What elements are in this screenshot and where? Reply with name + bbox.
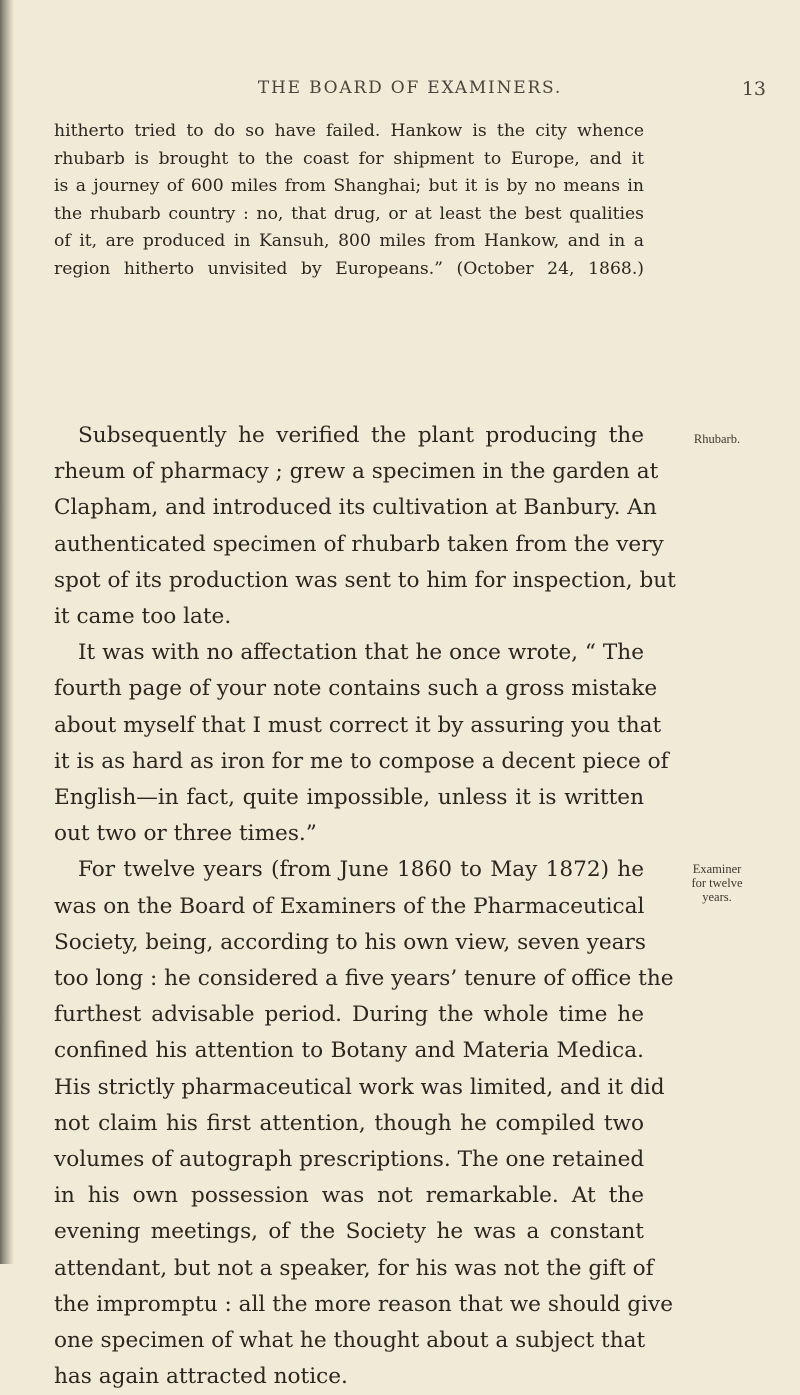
text-line: evening meetings, of the Society he was a constant [54,1219,644,1245]
text-line: out two or three times.” [54,821,317,847]
body-text [54,418,676,1395]
text-line: too long : he considered a five years’ tenure of office the [54,966,674,992]
quote-line: is a journey of 600 miles from Shanghai; but it is by no means in [54,176,644,196]
margin-note-examiner [662,862,772,904]
text-line: furthest advisable period. During the whole time he [54,1002,644,1028]
text-line: about myself that I must correct it by assuring you that [54,712,662,738]
text-line: English—in fact, quite impossible, unless it is written [54,785,644,811]
margin-note-line: Examiner [692,862,742,876]
text-line: has again attracted notice. [54,1364,348,1390]
quote-line: region hitherto unvisited by Europeans.” (October 24, 1868.) [54,258,644,279]
text-line: authenticated specimen of rhubarb taken from the very [54,531,664,557]
page-number: 13 [741,78,766,100]
running-title: THE BOARD OF EXAMINERS. [257,78,563,98]
quotation-block [54,118,644,283]
text-line: not claim his first attention, though he compiled two [54,1110,644,1136]
quote-line: the rhubarb country : no, that drug, or at least the best qualities [54,203,644,224]
running-head [54,78,766,108]
quote-line: of it, are produced in Kansuh, 800 miles from Hankow, and in a [54,231,644,251]
text-line: Society, being, according to his own view, seven years [54,929,646,955]
page-spine-shadow [0,0,14,1264]
text-line: His strictly pharmaceutical work was limited, and it did [54,1074,665,1100]
text-line: fourth page of your note contains such a gross mistake [54,676,658,702]
margin-note-rhubarb [662,432,772,446]
margin-note-line: years. [702,890,732,904]
text-line: rheum of pharmacy ; grew a specimen in the garden at [54,459,659,485]
text-line: spot of its production was sent to him for inspection, but [54,567,676,593]
text-line: It was with no affectation that he once wrote, “ The [78,640,644,666]
text-line: the impromptu : all the more reason that we should give [54,1291,674,1317]
text-line: it is as hard as iron for me to compose a decent piece of [54,748,669,774]
text-line: was on the Board of Examiners of the Pharmaceutical [54,893,645,919]
text-line: attendant, but not a speaker, for his was not the gift of [54,1255,654,1281]
text-line: it came too late. [54,604,232,630]
paragraph-examiner [54,852,674,1395]
paragraph-rhubarb [54,418,676,635]
text-line: Clapham, and introduced its cultivation at Banbury. An [54,495,657,521]
text-line: For twelve years (from June 1860 to May 1872) he [78,857,644,883]
text-line: volumes of autograph prescriptions. The one retained [54,1147,645,1173]
quote-line: hitherto tried to do so have failed. Hankow is the city whence [54,121,644,141]
text-line: one specimen of what he thought about a subject that [54,1328,646,1354]
margin-note-line: for twelve [691,876,743,890]
text-line: confined his attention to Botany and Materia Medica. [54,1038,644,1064]
text-line: Subsequently he verified the plant producing the [78,423,644,448]
quote-line: rhubarb is brought to the coast for shipment to Europe, and it [54,148,644,169]
text-line: in his own possession was not remarkable. At the [54,1183,644,1209]
paragraph-affectation [54,635,669,852]
margin-note-line: Rhubarb. [693,432,741,446]
